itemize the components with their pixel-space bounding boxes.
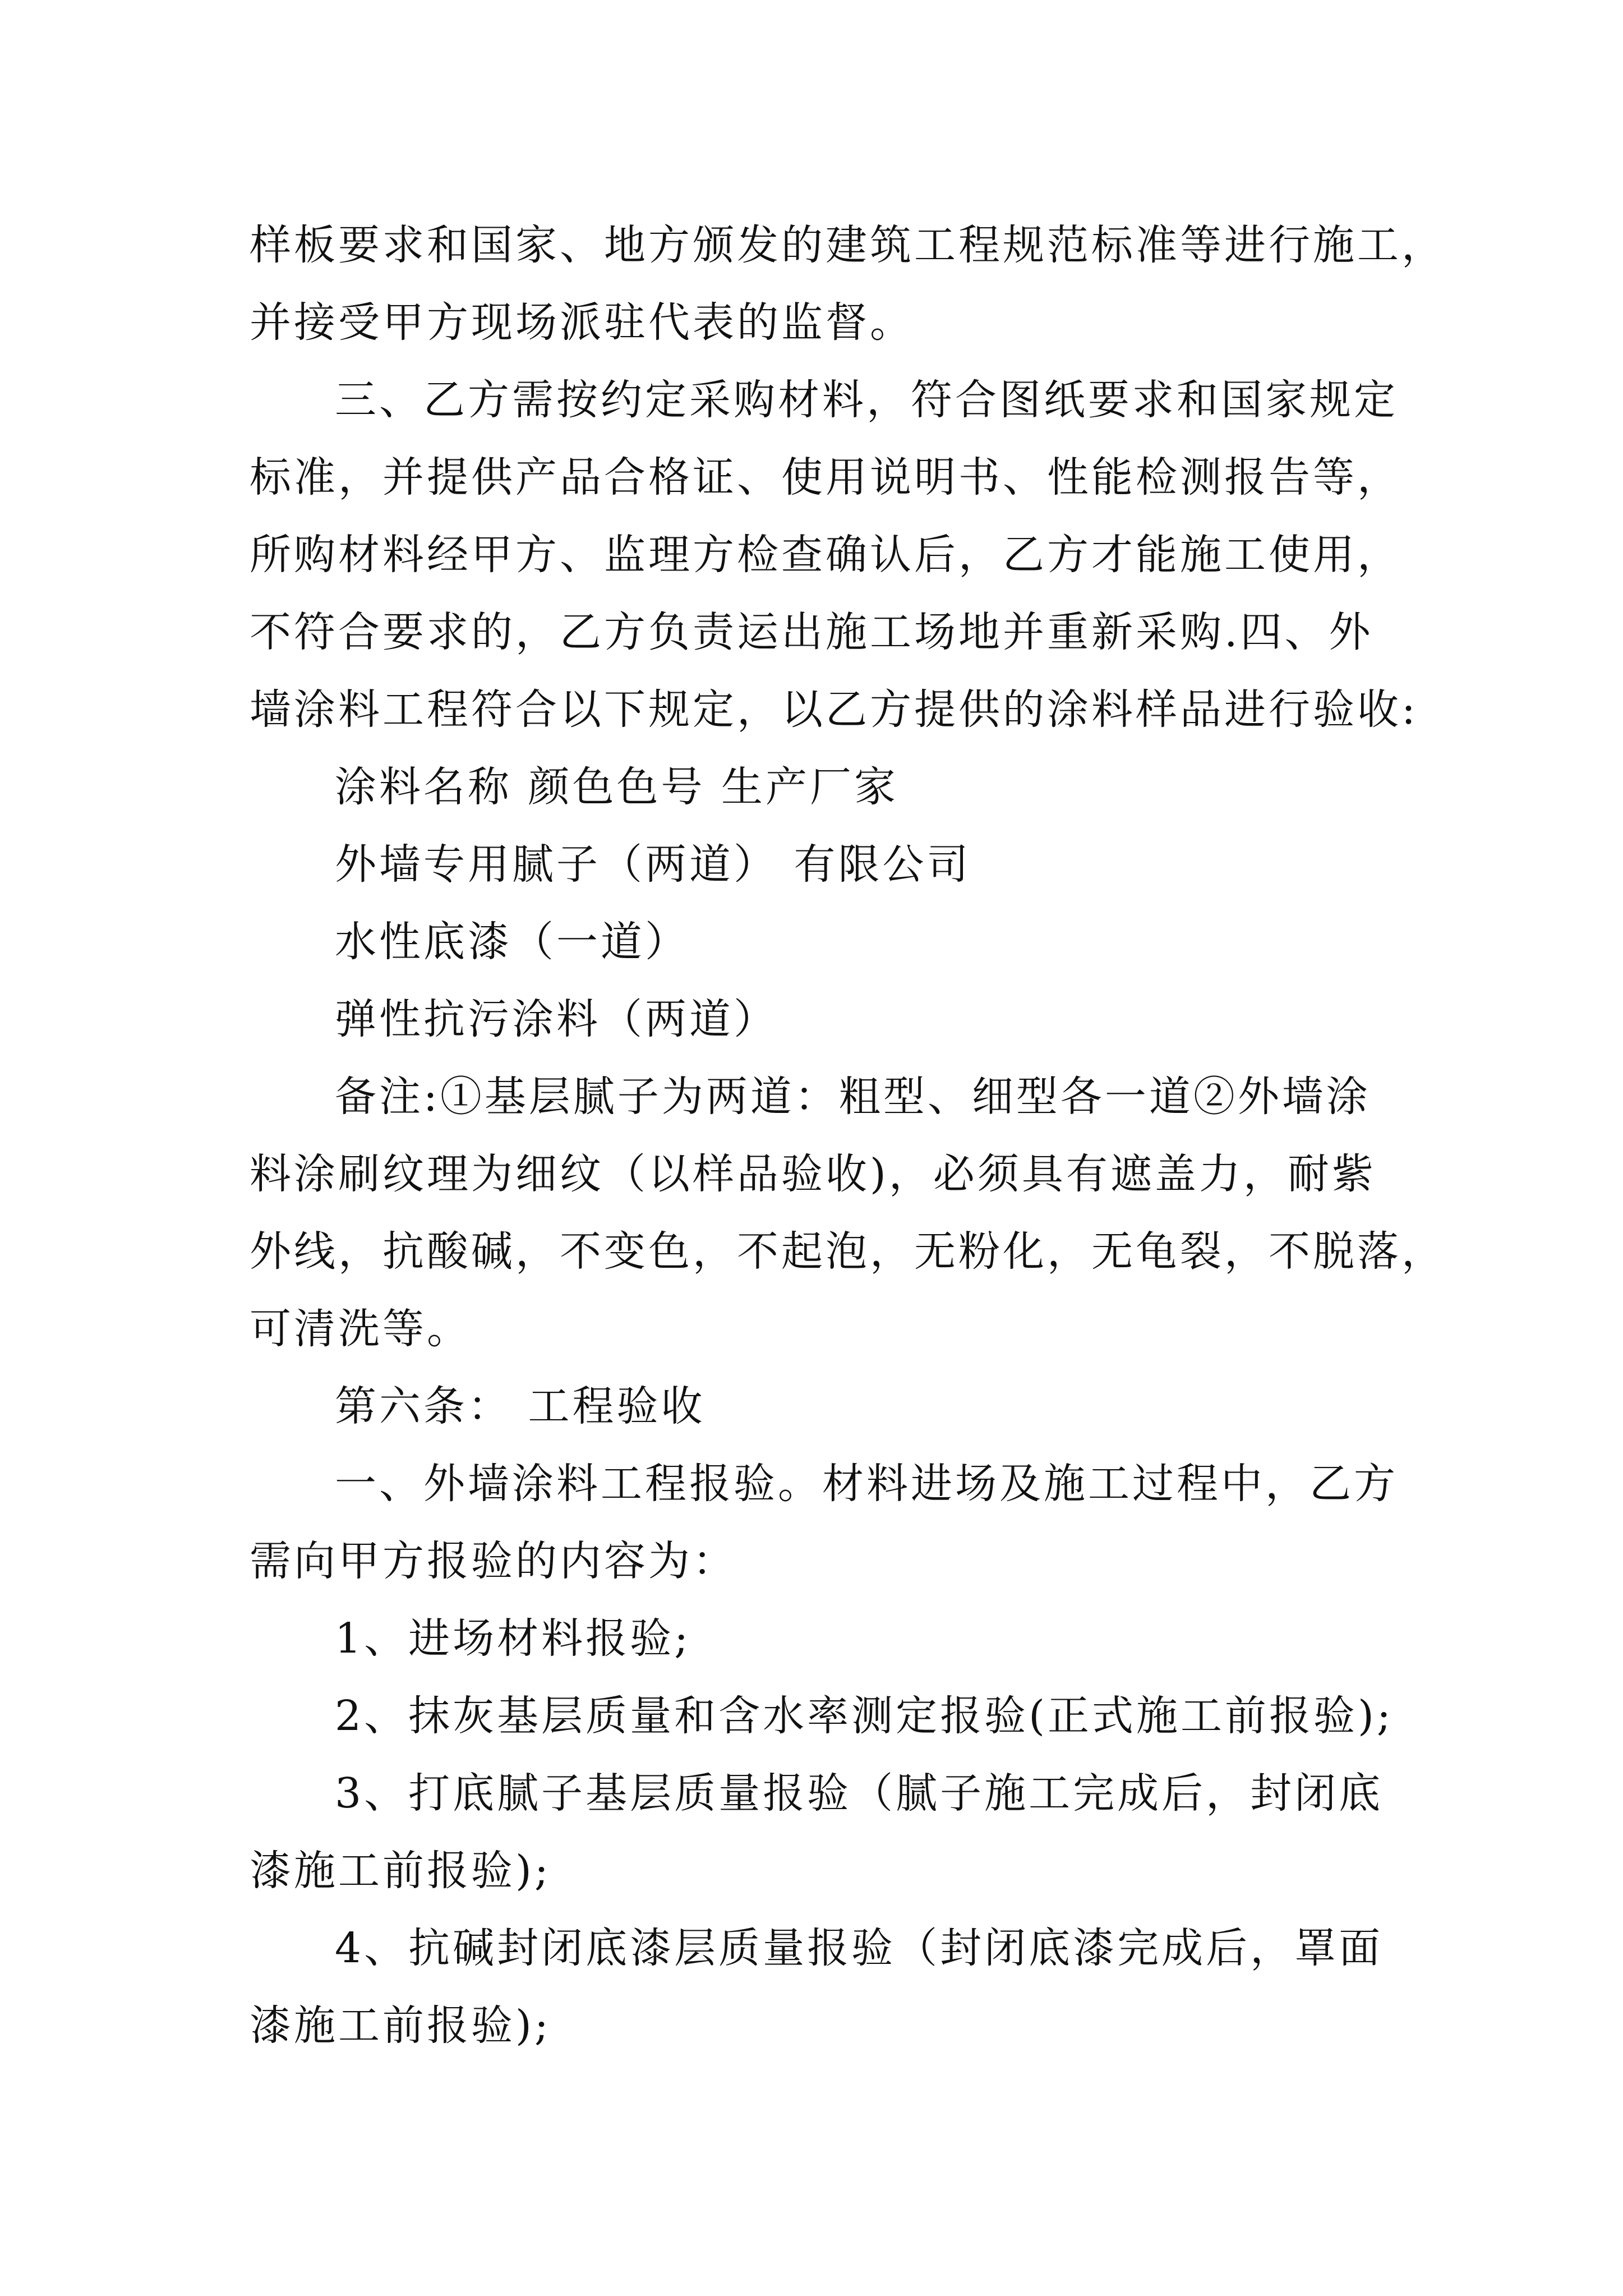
text-line: 并接受甲方现场派驻代表的监督。	[250, 298, 914, 347]
text-line: 外线，抗酸碱，不变色，不起泡，无粉化，无龟裂，不脱落，	[250, 1227, 1446, 1276]
text-line: 弹性抗污涂料（两道）	[335, 995, 778, 1043]
text-line: 不符合要求的，乙方负责运出施工场地并重新采购.四、外	[250, 608, 1373, 656]
text-line: 一、外墙涂料工程报验。材料进场及施工过程中，乙方	[335, 1460, 1398, 1508]
text-line: 2、抹灰基层质量和含水率测定报验(正式施工前报验);	[335, 1692, 1394, 1740]
text-line: 样板要求和国家、地方颁发的建筑工程规范标准等进行施工，	[250, 221, 1446, 269]
text-line: 墙涂料工程符合以下规定，以乙方提供的涂料样品进行验收:	[250, 685, 1418, 734]
text-line: 所购材料经甲方、监理方检查确认后，乙方才能施工使用，	[250, 531, 1401, 579]
document-body	[250, 206, 1446, 2064]
text-line: 1、进场材料报验;	[335, 1614, 691, 1663]
text-line: 外墙专用腻子（两道） 有限公司	[335, 840, 971, 889]
text-line: 漆施工前报验);	[250, 2001, 551, 2050]
text-line: 需向甲方报验的内容为：	[250, 1537, 737, 1585]
text-line: 第六条： 工程验收	[335, 1382, 706, 1430]
text-line: 可清洗等。	[250, 1305, 471, 1353]
text-line: 涂料名称 颜色色号 生产厂家	[335, 763, 899, 811]
text-line: 备注:①基层腻子为两道：粗型、细型各一道②外墙涂	[335, 1073, 1371, 1121]
text-line: 标准，并提供产品合格证、使用说明书、性能检测报告等，	[250, 453, 1401, 501]
text-line: 漆施工前报验);	[250, 1847, 551, 1895]
text-line: 3、打底腻子基层质量报验（腻子施工完成后，封闭底	[335, 1769, 1384, 1818]
text-line: 三、乙方需按约定采购材料，符合图纸要求和国家规定	[335, 376, 1398, 424]
text-line: 料涂刷纹理为细纹（以样品验收)，必须具有遮盖力，耐紫	[250, 1150, 1376, 1198]
text-line: 4、抗碱封闭底漆层质量报验（封闭底漆完成后，罩面	[335, 1924, 1384, 1972]
text-line: 水性底漆（一道）	[335, 918, 689, 966]
